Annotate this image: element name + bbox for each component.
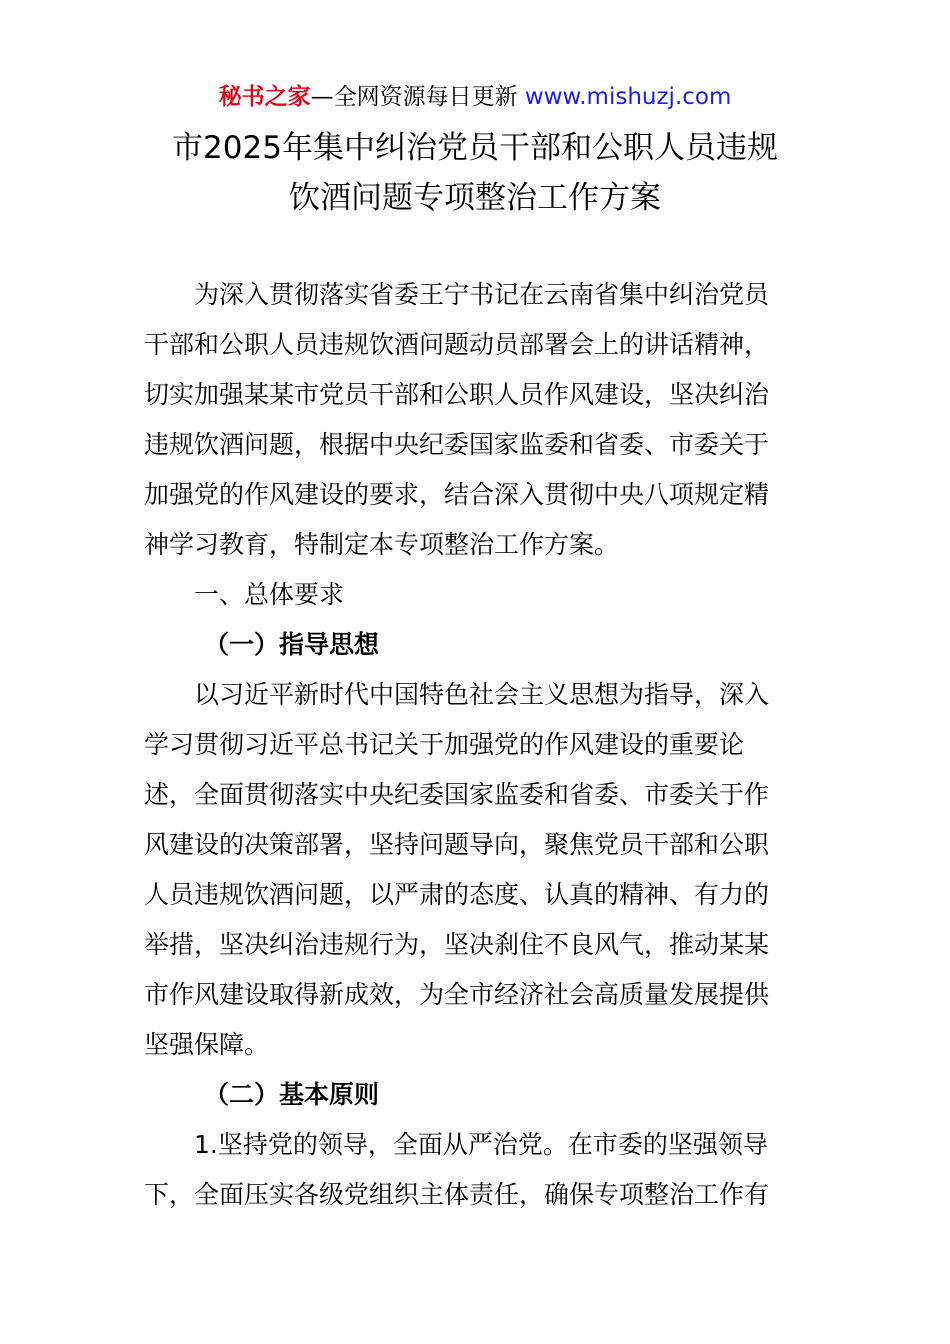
document-body [144,270,824,1220]
paragraph-line: 为深入贯彻落实省委王宁书记在云南省集中纠治党员 [194,280,770,309]
paragraph-line: 学习贯彻习近平总书记关于加强党的作风建设的重要论 [144,730,745,759]
paragraph-line: 切实加强某某市党员干部和公职人员作风建设，坚决纠治 [144,380,770,409]
watermark-url: www.mishuzj.com [524,84,732,110]
document-title-line-2: 饮酒问题专项整治工作方案 [289,180,661,216]
paragraph-line: 风建设的决策部署，坚持问题导向，聚焦党员干部和公职 [144,830,770,859]
paragraph-line: 人员违规饮酒问题，以严肃的态度、认真的精神、有力的 [144,880,770,909]
watermark-tagline: —全网资源每日更新 [310,84,525,110]
paragraph-line: 坚强保障。 [144,1030,270,1059]
paragraph-line: 市作风建设取得新成效，为全市经济社会高质量发展提供 [144,980,770,1009]
paragraph-line: 违规饮酒问题，根据中央纪委国家监委和省委、市委关于 [144,430,770,459]
paragraph-line: 神学习教育，特制定本专项整治工作方案。 [144,530,620,559]
document-title-line-1: 市2025年集中纠治党员干部和公职人员违规 [172,130,778,166]
paragraph-line: 加强党的作风建设的要求，结合深入贯彻中央八项规定精 [144,480,770,509]
subsection-heading: （二）基本原则 [204,1080,380,1109]
section-heading: 一、总体要求 [194,580,345,609]
paragraph-line: 举措，坚决纠治违规行为，坚决刹住不良风气，推动某某 [144,930,770,959]
site-watermark [0,80,950,114]
paragraph-line: 干部和公职人员违规饮酒问题动员部署会上的讲话精神， [144,330,770,359]
watermark-brand: 秘书之家 [218,84,311,110]
paragraph-line: 以习近平新时代中国特色社会主义思想为指导，深入 [194,680,770,709]
paragraph-line: 述，全面贯彻落实中央纪委国家监委和省委、市委关于作 [144,780,770,809]
subsection-heading: （一）指导思想 [204,630,380,659]
paragraph-line: 1.坚持党的领导，全面从严治党。在市委的坚强领导 [194,1130,768,1159]
paragraph-line: 下，全面压实各级党组织主体责任，确保专项整治工作有 [144,1180,770,1209]
